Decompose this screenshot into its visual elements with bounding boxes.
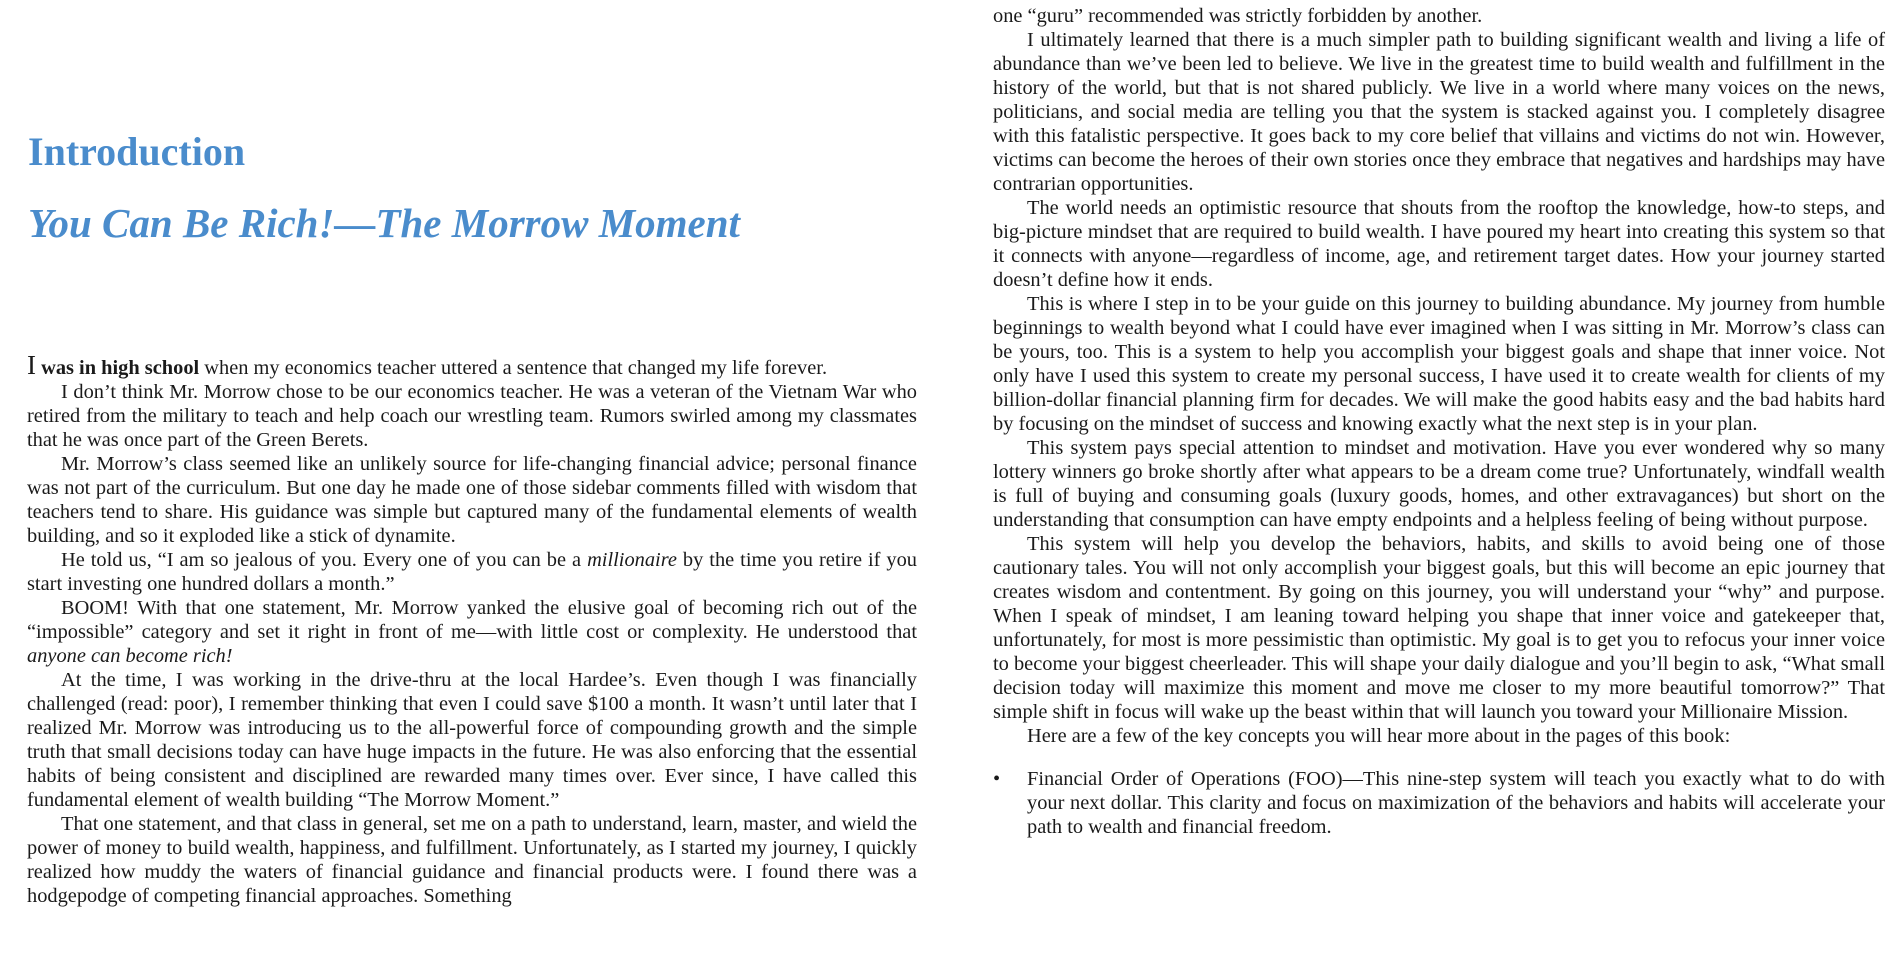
right-page [950,0,1898,955]
paragraph [27,548,917,596]
bullet-icon: • [993,768,1001,790]
continuation-line: one “guru” recommended was strictly forbidden by another. [993,5,1483,27]
list-item-text: Financial Order of Operations (FOO)—This nine-step system will teach you exactly what to do with your next dollar. This clarity and focus on maximization of the behaviors and habits will accelerate your path to wealth and financial freedom. [1027,768,1885,838]
paragraph: Mr. Morrow’s class seemed like an unlikely source for life-changing financial advice; personal finance was not part of the curriculum. But one day he made one of those sidebar comments filled with wisdom that teachers tend to share. His guidance was simple but captured many of the fundamental elements of wealth building, and so it exploded like a stick of dynamite. [27,453,917,547]
opening-text: when my economics teacher uttered a sentence that changed my life forever. [199,357,828,379]
opening-paragraph [27,350,917,380]
lead-in: was in high school [36,357,200,379]
paragraph: At the time, I was working in the drive-thru at the local Hardee’s. Even though I was financially challenged (read: poor), I remember thinking that even I could save $100 a month. It wasn’t until later that I realized Mr. Morrow was introducing us to the all-powerful force of compounding growth and the simple truth that small decisions today can have huge impacts in the future. He was also enforcing that the essential habits of being consistent and disciplined are rewarded many times over. Ever since, I have called this fundamental element of wealth building “The Morrow Moment.” [27,669,917,811]
list-item [993,767,1885,839]
paragraph: This system will help you develop the behaviors, habits, and skills to avoid being one of those cautionary tales. You will not only accomplish your biggest goals, but this will become an epic journey that creates wisdom and contentment. By going on this journey, you will understand your “why” and purpose. When I speak of mindset, I am leaning toward helping you shape that inner voice and gatekeeper that, unfortunately, for most is more pessimistic than optimistic. My goal is to get you to refocus your inner voice to become your biggest cheerleader. This will shape your daily dialogue and you’ll begin to ask, “What small decision today will maximize this moment and move me closer to my more beautiful tomorrow?” That simple shift in focus will wake up the beast within that will launch you toward your Millionaire Mission. [993,533,1885,723]
key-concepts-list [993,767,1885,839]
right-body-text [993,4,1885,839]
drop-cap: I [27,350,36,380]
text-run: by the time you retire if you start investing one hundred dollars a month.” [27,549,917,595]
text-run: BOOM! With that one statement, Mr. Morrow yanked the elusive goal of becoming rich out of the “impossible” category and set it right in front of me—with little cost or complexity. He understood that [27,597,917,643]
paragraph [27,596,917,668]
paragraph: I ultimately learned that there is a much simpler path to building significant wealth and living a life of abundance than we’ve been led to believe. We live in the greatest time to build wealth and fulfillment in the history of the world, but that is not shared publicly. We live in a world where many voices on the news, politicians, and social media are telling you that the system is stacked against you. I completely disagree with this fatalistic perspective. It goes back to my core belief that villains and victims do not win. However, victims can become the heroes of their own stories once they embrace that negatives and hardships may have contrarian opportunities. [993,29,1885,195]
paragraph: That one statement, and that class in general, set me on a path to understand, learn, master, and wield the power of money to build wealth, happiness, and fulfillment. Unfortunately, as I started my journey, I quickly realized how muddy the waters of financial guidance and financial products were. I found there was a hodgepodge of competing financial approaches. Something [27,813,917,907]
emphasis-millionaire: millionaire [587,549,677,571]
chapter-title: You Can Be Rich!—The Morrow Moment [28,200,740,246]
paragraph: This system pays special attention to mindset and motivation. Have you ever wondered why so many lottery winners go broke shortly after what appears to be a dream come true? Unfortunately, windfall wealth is full of buying and consuming goals (luxury goods, homes, and other extravagances) but short on the understanding that consumption can have empty endpoints and a helpless feeling of being without purpose. [993,437,1885,531]
text-run: He told us, “I am so jealous of you. Every one of you can be a [61,549,588,571]
emphasis-anyone-can-become-rich: anyone can become rich! [27,645,233,667]
paragraph: The world needs an optimistic resource that shouts from the rooftop the knowledge, how-to steps, and big-picture mindset that are required to build wealth. I have poured my heart into creating this system so that it connects with anyone—regardless of income, age, and retirement target dates. How your journey started doesn’t define how it ends. [993,197,1885,291]
paragraph: I don’t think Mr. Morrow chose to be our economics teacher. He was a veteran of the Vietnam War who retired from the military to teach and help coach our wrestling team. Rumors swirled among my classmates that he was once part of the Green Berets. [27,381,917,451]
paragraph: This is where I step in to be your guide on this journey to building abundance. My journey from humble beginnings to wealth beyond what I could have ever imagined when I was sitting in Mr. Morrow’s class can be yours, too. This is a system to help you accomplish your biggest goals and shape that inner voice. Not only have I used this system to create my personal success, I have used it to create wealth for clients of my billion-dollar financial planning firm for decades. We will make the good habits easy and the bad habits hard by focusing on the mindset of success and knowing exactly what the next step is in your plan. [993,293,1885,435]
paragraph: Here are a few of the key concepts you will hear more about in the pages of this book: [1027,725,1731,747]
chapter-label: Introduction [28,129,246,174]
left-body-text [27,350,917,908]
